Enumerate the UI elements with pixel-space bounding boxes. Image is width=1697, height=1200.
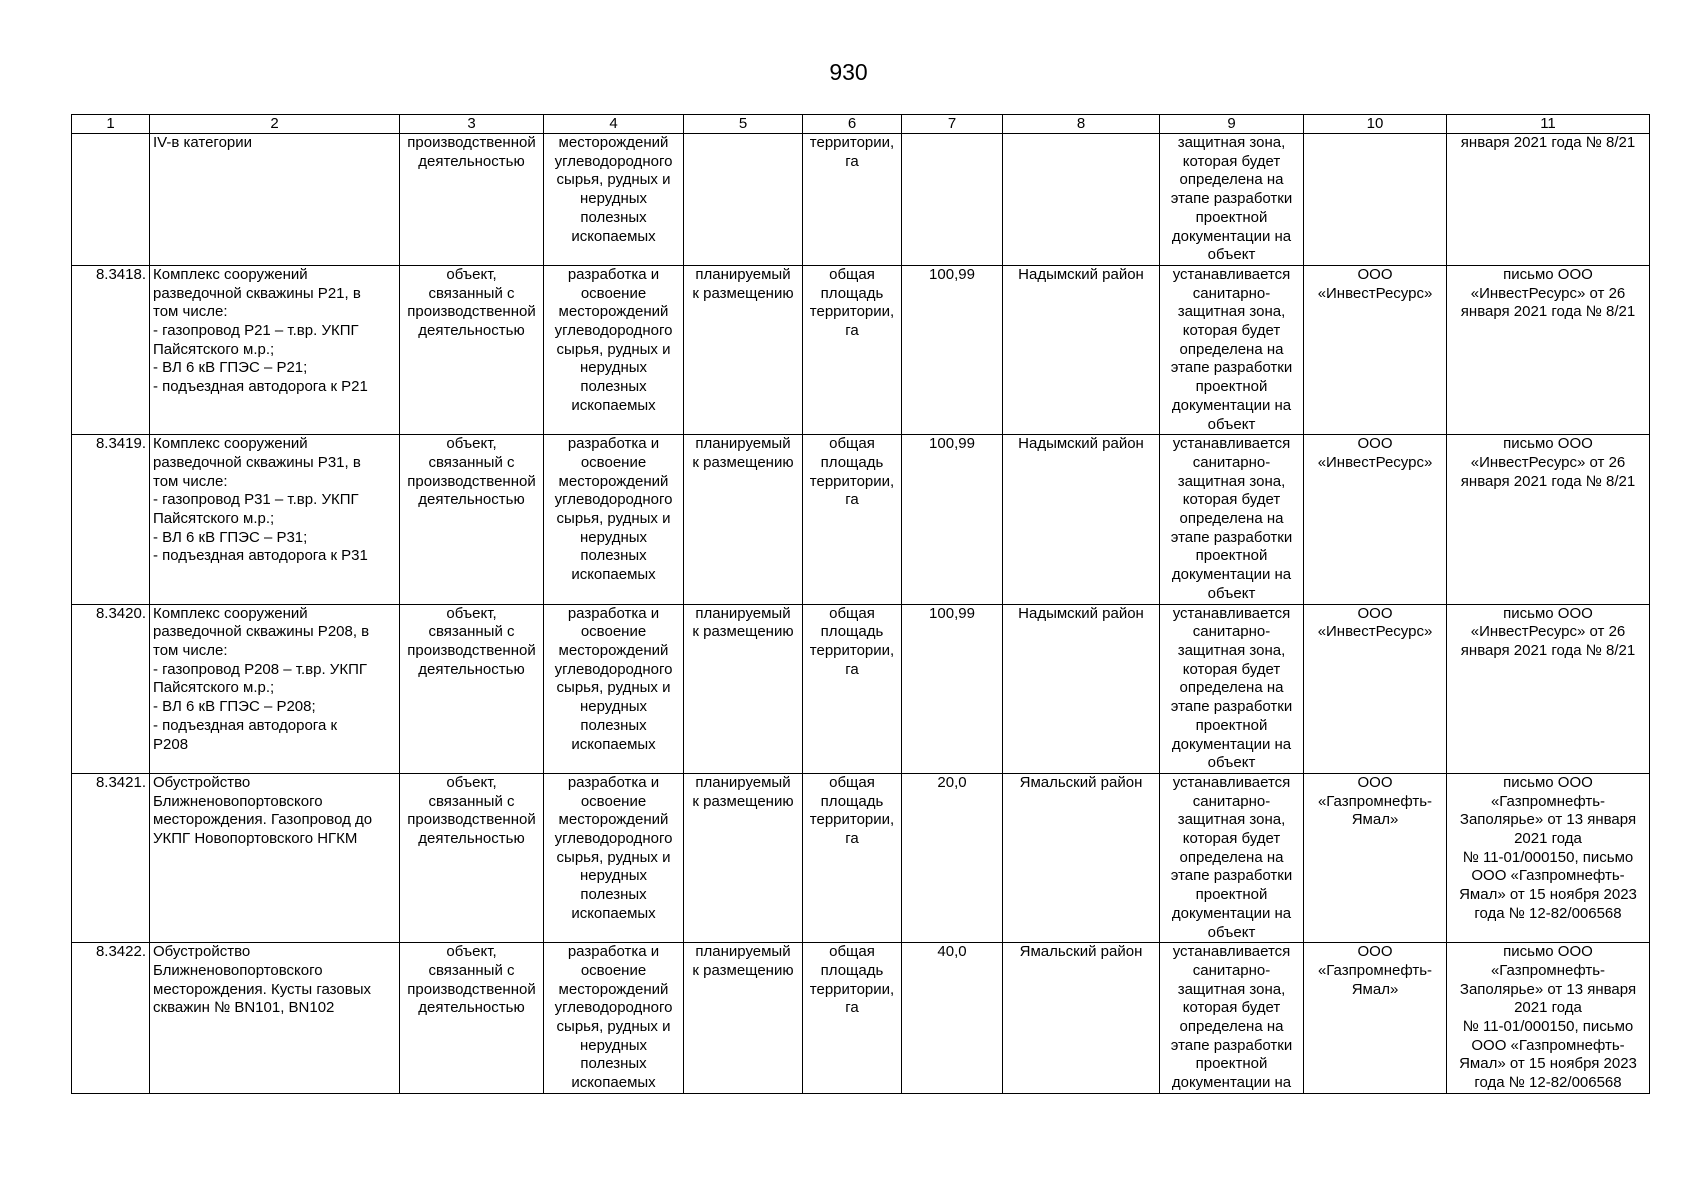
object-status: планируемый к размещению	[684, 773, 803, 942]
zone-description: устанавливается санитарно- защитная зона, которая будет определена на этапе разработки проектной документации на объект	[1160, 265, 1304, 434]
table-row	[72, 773, 1650, 942]
basis-document: письмо ООО «ИнвестРесурс» от 26 января 2021 года № 8/21	[1447, 435, 1650, 604]
object-type: объект, связанный с производственной деятельностью	[400, 773, 544, 942]
object-type: объект, связанный с производственной деятельностью	[400, 604, 544, 773]
register-table	[71, 114, 1650, 1094]
object-purpose: разработка и освоение месторождений углеводородного сырья, рудных и нерудных полезных ископаемых	[544, 943, 684, 1094]
object-purpose: разработка и освоение месторождений углеводородного сырья, рудных и нерудных полезных ископаемых	[544, 604, 684, 773]
object-status	[684, 134, 803, 266]
object-parameter: территории, га	[803, 134, 902, 266]
table-row	[72, 943, 1650, 1094]
table-row	[72, 134, 1650, 266]
object-purpose: разработка и освоение месторождений углеводородного сырья, рудных и нерудных полезных ископаемых	[544, 435, 684, 604]
row-number: 8.3420.	[72, 604, 150, 773]
column-number: 9	[1160, 115, 1304, 134]
table-row	[72, 265, 1650, 434]
object-name: IV-в категории	[150, 134, 400, 266]
parameter-value: 20,0	[902, 773, 1003, 942]
organization: ООО «ИнвестРесурс»	[1304, 604, 1447, 773]
organization	[1304, 134, 1447, 266]
column-number: 1	[72, 115, 150, 134]
object-name: Комплекс сооружений разведочной скважины Р21, в том числе: - газопровод Р21 – т.вр. УКПГ Пайсятского м.р.; - ВЛ 6 кВ ГПЭС – Р21; - подъездная автодорога к Р21	[150, 265, 400, 434]
object-name: Комплекс сооружений разведочной скважины Р208, в том числе: - газопровод Р208 – т.вр. УКПГ Пайсятского м.р.; - ВЛ 6 кВ ГПЭС – Р208; - подъездная автодорога к Р208	[150, 604, 400, 773]
zone-description: защитная зона, которая будет определена на этапе разработки проектной документации на объект	[1160, 134, 1304, 266]
object-parameter: общая площадь территории, га	[803, 265, 902, 434]
table-row	[72, 435, 1650, 604]
object-type: производственной деятельностью	[400, 134, 544, 266]
row-number	[72, 134, 150, 266]
column-number: 7	[902, 115, 1003, 134]
object-name: Обустройство Ближненовопортовского месторождения. Газопровод до УКПГ Новопортовского НГКМ	[150, 773, 400, 942]
table-row	[72, 604, 1650, 773]
object-status: планируемый к размещению	[684, 435, 803, 604]
row-number: 8.3422.	[72, 943, 150, 1094]
district: Надымский район	[1003, 265, 1160, 434]
object-status: планируемый к размещению	[684, 604, 803, 773]
district: Надымский район	[1003, 435, 1160, 604]
column-number: 10	[1304, 115, 1447, 134]
row-number: 8.3419.	[72, 435, 150, 604]
object-type: объект, связанный с производственной деятельностью	[400, 943, 544, 1094]
district: Ямальский район	[1003, 773, 1160, 942]
basis-document: письмо ООО «ИнвестРесурс» от 26 января 2021 года № 8/21	[1447, 265, 1650, 434]
organization: ООО «ИнвестРесурс»	[1304, 265, 1447, 434]
basis-document: января 2021 года № 8/21	[1447, 134, 1650, 266]
parameter-value	[902, 134, 1003, 266]
district	[1003, 134, 1160, 266]
object-purpose: разработка и освоение месторождений углеводородного сырья, рудных и нерудных полезных ископаемых	[544, 773, 684, 942]
column-number: 8	[1003, 115, 1160, 134]
column-number: 6	[803, 115, 902, 134]
column-number: 3	[400, 115, 544, 134]
organization: ООО «Газпромнефть- Ямал»	[1304, 943, 1447, 1094]
row-number: 8.3421.	[72, 773, 150, 942]
parameter-value: 100,99	[902, 265, 1003, 434]
organization: ООО «ИнвестРесурс»	[1304, 435, 1447, 604]
object-parameter: общая площадь территории, га	[803, 773, 902, 942]
column-number: 5	[684, 115, 803, 134]
column-number: 2	[150, 115, 400, 134]
basis-document: письмо ООО «Газпромнефть- Заполярье» от 13 января 2021 года № 11-01/000150, письмо ООО «Газпромнефть- Ямал» от 15 ноября 2023 года № 12-82/006568	[1447, 943, 1650, 1094]
object-status: планируемый к размещению	[684, 943, 803, 1094]
parameter-value: 100,99	[902, 604, 1003, 773]
object-status: планируемый к размещению	[684, 265, 803, 434]
object-type: объект, связанный с производственной деятельностью	[400, 265, 544, 434]
object-name: Обустройство Ближненовопортовского месторождения. Кусты газовых скважин № BN101, BN102	[150, 943, 400, 1094]
zone-description: устанавливается санитарно- защитная зона, которая будет определена на этапе разработки проектной документации на объект	[1160, 773, 1304, 942]
object-name: Комплекс сооружений разведочной скважины Р31, в том числе: - газопровод Р31 – т.вр. УКПГ Пайсятского м.р.; - ВЛ 6 кВ ГПЭС – Р31; - подъездная автодорога к Р31	[150, 435, 400, 604]
zone-description: устанавливается санитарно- защитная зона, которая будет определена на этапе разработки проектной документации на объект	[1160, 435, 1304, 604]
district: Ямальский район	[1003, 943, 1160, 1094]
zone-description: устанавливается санитарно- защитная зона, которая будет определена на этапе разработки проектной документации на	[1160, 943, 1304, 1094]
object-purpose: разработка и освоение месторождений углеводородного сырья, рудных и нерудных полезных ископаемых	[544, 265, 684, 434]
district: Надымский район	[1003, 604, 1160, 773]
object-parameter: общая площадь территории, га	[803, 943, 902, 1094]
parameter-value: 100,99	[902, 435, 1003, 604]
object-purpose: месторождений углеводородного сырья, рудных и нерудных полезных ископаемых	[544, 134, 684, 266]
basis-document: письмо ООО «Газпромнефть- Заполярье» от 13 января 2021 года № 11-01/000150, письмо ООО «Газпромнефть- Ямал» от 15 ноября 2023 года № 12-82/006568	[1447, 773, 1650, 942]
row-number: 8.3418.	[72, 265, 150, 434]
column-number-row	[72, 115, 1650, 134]
zone-description: устанавливается санитарно- защитная зона, которая будет определена на этапе разработки проектной документации на объект	[1160, 604, 1304, 773]
object-parameter: общая площадь территории, га	[803, 435, 902, 604]
column-number: 4	[544, 115, 684, 134]
object-type: объект, связанный с производственной деятельностью	[400, 435, 544, 604]
object-parameter: общая площадь территории, га	[803, 604, 902, 773]
organization: ООО «Газпромнефть- Ямал»	[1304, 773, 1447, 942]
column-number: 11	[1447, 115, 1650, 134]
basis-document: письмо ООО «ИнвестРесурс» от 26 января 2021 года № 8/21	[1447, 604, 1650, 773]
page-number: 930	[829, 59, 868, 85]
parameter-value: 40,0	[902, 943, 1003, 1094]
